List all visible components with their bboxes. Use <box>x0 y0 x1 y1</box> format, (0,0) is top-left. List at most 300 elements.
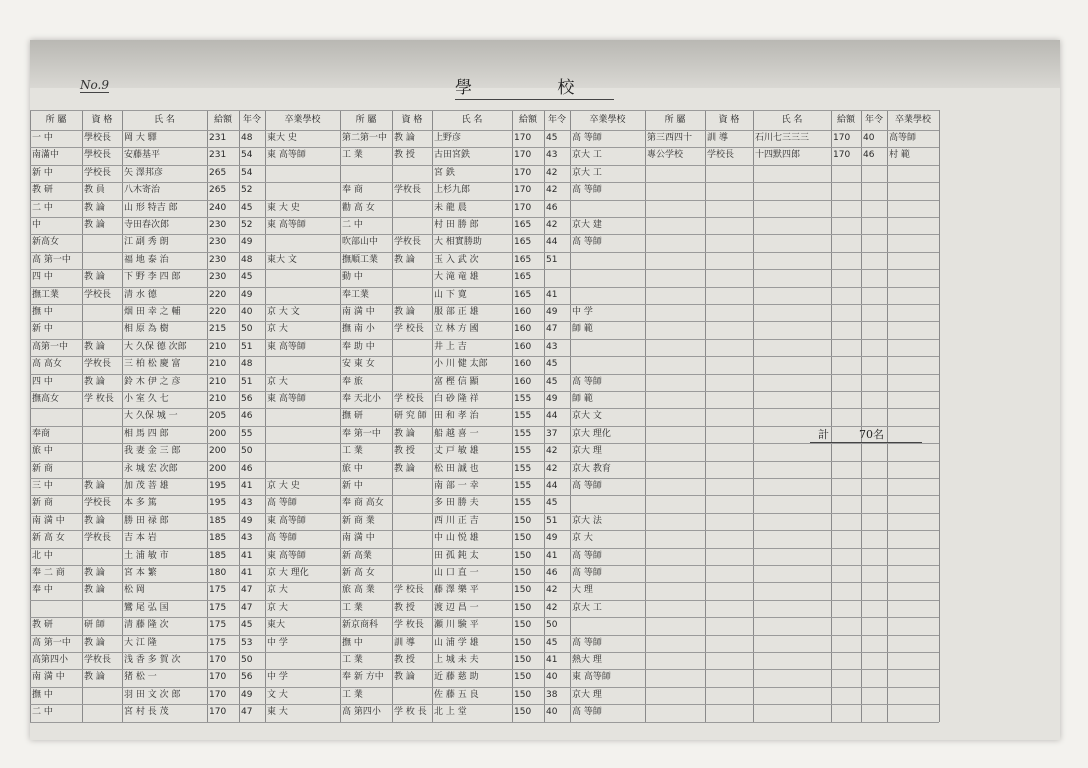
table-cell: 195 <box>209 481 227 491</box>
table-cell: 44 <box>546 237 558 248</box>
table-cell: 45 <box>546 376 558 387</box>
table-cell: 烟 田 幸 之 輔 <box>124 307 181 317</box>
table-cell: 学 枚長 <box>84 394 114 404</box>
table-cell: 41 <box>241 481 253 491</box>
table-cell: 加 茂 菩 雄 <box>124 481 169 491</box>
table-cell: 八木寄治 <box>124 185 161 196</box>
table-cell: 訓 導 <box>394 637 415 648</box>
table-cell: 安 東 女 <box>342 359 375 370</box>
table-cell: 東 高等師 <box>267 394 306 404</box>
column-header: 氏 名 <box>781 115 803 125</box>
table-cell: 160 <box>514 359 532 370</box>
table-cell: 185 <box>209 515 227 526</box>
table-cell: 動 中 <box>342 272 363 283</box>
table-cell: 38 <box>546 689 558 700</box>
table-cell: 265 <box>209 167 227 178</box>
table-cell: 教 論 <box>84 672 105 683</box>
table-cell: 二 中 <box>342 220 363 230</box>
table-cell: 170 <box>514 133 532 143</box>
table-cell: 工 業 <box>342 689 363 700</box>
table-cell: 清 水 德 <box>124 289 157 300</box>
table-cell: 45 <box>241 272 253 283</box>
table-cell: 教 員 <box>84 185 105 196</box>
table-cell: 教 研 <box>32 620 53 631</box>
table-cell: 学枚長 <box>84 533 112 544</box>
table-cell: 185 <box>209 550 227 561</box>
table-cell: 中 山 悦 雄 <box>434 533 479 544</box>
table-cell: 撫 中 <box>32 689 53 700</box>
table-cell: 東 高等師 <box>267 550 306 561</box>
column-header: 資 格 <box>91 115 113 125</box>
table-cell: 吹部山中 <box>342 237 379 248</box>
table-cell: 150 <box>514 689 532 700</box>
table-cell: 奉工業 <box>342 289 370 300</box>
table-cell: 撫 南 小 <box>342 324 375 335</box>
table-cell: 新 中 <box>342 481 363 491</box>
table-cell: 150 <box>514 585 532 596</box>
table-cell: 上杉九郎 <box>434 185 471 196</box>
table-cell: 高 等師 <box>572 568 602 578</box>
table-cell: 高 等師 <box>572 637 602 648</box>
table-cell: 高 等師 <box>267 498 297 509</box>
table-cell: 205 <box>209 411 227 422</box>
table-row-line <box>30 722 939 723</box>
table-cell: 京 大 理化 <box>267 568 309 578</box>
table-cell: 南 部 一 幸 <box>434 481 479 491</box>
table-cell: 新 商 <box>32 498 53 509</box>
column-header: 所 屬 <box>355 115 377 125</box>
table-cell: 奉 二 商 <box>32 568 65 578</box>
table-cell: 教 論 <box>84 637 105 648</box>
table-cell: 訓 導 <box>707 133 728 143</box>
table-cell: 155 <box>514 411 532 422</box>
table-cell: 京大 法 <box>572 515 602 526</box>
table-cell: 大 相實勝助 <box>434 237 482 248</box>
table-cell: 大 滝 竜 雄 <box>434 272 479 283</box>
table-column-line <box>265 110 266 722</box>
table-cell: 大 江 隆 <box>124 637 157 648</box>
table-cell: 150 <box>514 533 532 544</box>
table-cell: 安藤基平 <box>124 150 161 161</box>
table-cell: 56 <box>241 394 253 404</box>
table-cell: 51 <box>546 254 558 265</box>
table-cell: 專公学校 <box>647 150 684 161</box>
table-cell: 240 <box>209 202 227 213</box>
table-cell: 東 大 <box>267 707 288 718</box>
table-cell: 49 <box>546 533 558 544</box>
table-cell: 新 中 <box>32 324 53 335</box>
table-cell: 玉 入 武 次 <box>434 254 479 265</box>
table-cell: 47 <box>546 324 558 335</box>
table-cell: 京大 建 <box>572 220 602 230</box>
table-cell: 高第四小 <box>32 655 69 665</box>
table-cell: 教 論 <box>84 202 105 213</box>
column-header: 卒業學校 <box>589 115 626 125</box>
table-cell: 四 中 <box>32 376 53 387</box>
table-cell: 京大 教育 <box>572 463 611 474</box>
table-cell: 我 妻 金 三 郎 <box>124 446 181 457</box>
table-cell: 旅 中 <box>342 463 363 474</box>
column-header: 給額 <box>518 115 537 125</box>
table-cell: 43 <box>241 498 253 509</box>
table-cell: 学枚長 <box>394 185 422 196</box>
table-cell: 佐 藤 五 良 <box>434 689 479 700</box>
table-cell: 學校長 <box>84 150 112 161</box>
table-cell: 松 岡 <box>124 585 145 596</box>
table-cell: 170 <box>209 689 227 700</box>
table-cell: 鈴 木 伊 之 彦 <box>124 376 181 387</box>
column-header: 所 屬 <box>664 115 686 125</box>
table-cell: 永 城 宏 次郎 <box>124 463 178 474</box>
table-cell: 150 <box>514 655 532 665</box>
table-cell: 旅 中 <box>32 446 53 457</box>
sheet-number: No.9 <box>80 78 109 92</box>
table-cell: 東 高等師 <box>267 220 306 230</box>
table-cell: 高 等師 <box>572 376 602 387</box>
table-cell: 155 <box>514 428 532 439</box>
table-cell: 教 論 <box>84 376 105 387</box>
table-cell: 180 <box>209 568 227 578</box>
table-cell: 教 授 <box>394 655 415 665</box>
table-cell: 教 論 <box>394 133 415 143</box>
table-cell: 46 <box>863 150 875 161</box>
table-cell: 210 <box>209 394 227 404</box>
table-cell: 学校長 <box>84 498 112 509</box>
table-cell: 奉 商 高女 <box>342 498 384 509</box>
total-label: 計 <box>818 428 829 441</box>
total-line <box>810 426 922 443</box>
table-cell: 福 地 泰 治 <box>124 254 169 265</box>
table-cell: 学枚長 <box>84 655 112 665</box>
table-cell: 210 <box>209 341 227 352</box>
table-cell: 矢 澤邦彦 <box>124 167 163 178</box>
table-cell: 村 範 <box>889 150 910 161</box>
table-cell: 170 <box>833 133 851 143</box>
table-cell: 教 論 <box>84 568 105 578</box>
table-cell: 231 <box>209 150 227 161</box>
table-cell: 一 中 <box>32 133 53 143</box>
table-cell: 46 <box>546 568 558 578</box>
table-cell: 松 田 誠 也 <box>434 463 479 474</box>
table-cell: 奉 中 <box>32 585 53 596</box>
table-cell: 東 高等師 <box>267 341 306 352</box>
table-cell: 200 <box>209 428 227 439</box>
column-header: 卒業學校 <box>894 115 931 125</box>
table-cell: 165 <box>514 272 532 283</box>
column-header: 給額 <box>836 115 855 125</box>
table-cell: 教 論 <box>84 515 105 526</box>
column-header: 所 屬 <box>45 115 67 125</box>
table-cell: 奉 天北小 <box>342 394 381 404</box>
table-cell: 工 業 <box>342 446 363 457</box>
table-cell: 北 中 <box>32 550 53 561</box>
table-cell: 服 部 正 雄 <box>434 307 479 317</box>
table-cell: 学 校長 <box>394 324 424 335</box>
table-cell: 京大 工 <box>572 167 602 178</box>
table-cell: 48 <box>241 359 253 370</box>
table-cell: 村 田 勝 郎 <box>434 220 479 230</box>
table-cell: 相 馬 四 郎 <box>124 428 169 439</box>
table-cell: 奉商 <box>32 428 51 439</box>
column-header: 氏 名 <box>461 115 483 125</box>
table-cell: 京 大 <box>267 585 288 596</box>
table-cell: 師 範 <box>572 324 593 335</box>
column-header: 資 格 <box>718 115 740 125</box>
table-cell: 小 室 久 七 <box>124 394 169 404</box>
table-cell: 43 <box>546 150 558 161</box>
table-cell: 170 <box>209 707 227 718</box>
table-cell: 220 <box>209 289 227 300</box>
table-cell: 51 <box>546 515 558 526</box>
table-cell: 56 <box>241 672 253 683</box>
table-cell: 170 <box>833 150 851 161</box>
table-cell: 新 中 <box>32 167 53 178</box>
table-cell: 寺田春次郎 <box>124 220 170 230</box>
table-cell: 45 <box>241 202 253 213</box>
table-cell: 150 <box>514 568 532 578</box>
table-cell: 奉 旅 <box>342 376 363 387</box>
table-cell: 工 業 <box>342 602 363 613</box>
table-cell: 150 <box>514 515 532 526</box>
table-cell: 山 浦 学 雄 <box>434 637 479 648</box>
table-cell: 田 孤 鈍 太 <box>434 550 479 561</box>
table-cell: 高等師 <box>889 133 917 143</box>
table-cell: 高 等師 <box>572 237 602 248</box>
table-cell: 150 <box>514 707 532 718</box>
table-cell: 170 <box>209 655 227 665</box>
table-cell: 200 <box>209 463 227 474</box>
table-cell: 265 <box>209 185 227 196</box>
table-cell: 新 商 <box>32 463 53 474</box>
table-cell: 230 <box>209 220 227 230</box>
table-cell: 170 <box>514 185 532 196</box>
table-cell: 41 <box>546 550 558 561</box>
table-cell: 羽 田 文 次 郎 <box>124 689 181 700</box>
table-cell: 44 <box>546 411 558 422</box>
table-cell: 大 久保 城 一 <box>124 411 178 422</box>
table-column-line <box>831 110 832 722</box>
table-cell: 學校長 <box>84 133 112 143</box>
table-cell: 研 師 <box>84 620 105 631</box>
table-cell: 47 <box>241 602 253 613</box>
total-value: 70名 <box>859 428 884 441</box>
table-cell: 研 究 師 <box>394 411 427 422</box>
table-cell: 教 研 <box>32 185 53 196</box>
table-cell: 京 大 <box>267 324 288 335</box>
table-cell: 中 学 <box>267 637 288 648</box>
table-cell: 近 藤 慈 助 <box>434 672 479 683</box>
table-cell: 学 校長 <box>394 585 424 596</box>
table-cell: 215 <box>209 324 227 335</box>
table-cell: 山 形 特吉 郎 <box>124 202 178 213</box>
table-cell: 教 論 <box>84 341 105 352</box>
table-cell: 43 <box>241 533 253 544</box>
table-cell: 42 <box>546 185 558 196</box>
table-cell: 山 口 直 一 <box>434 568 479 578</box>
table-cell: 165 <box>514 220 532 230</box>
document-sheet <box>30 40 1060 740</box>
table-cell: 京大 工 <box>572 602 602 613</box>
table-cell: 下 野 李 四 郎 <box>124 272 181 283</box>
table-cell: 41 <box>241 550 253 561</box>
table-cell: 51 <box>241 376 253 387</box>
table-cell: 高 第一中 <box>32 254 71 265</box>
table-column-line <box>30 110 31 722</box>
table-cell: 49 <box>546 307 558 317</box>
column-header: 年令 <box>864 115 883 125</box>
sheet-title: 學 校 <box>455 73 614 100</box>
table-cell: 高 等師 <box>572 707 602 718</box>
table-cell: 50 <box>241 655 253 665</box>
table-cell: 丈 戸 敏 雄 <box>434 446 479 457</box>
table-cell: 奉 第一中 <box>342 428 381 439</box>
table-cell: 二 中 <box>32 707 53 718</box>
table-cell: 南 満 中 <box>342 533 375 544</box>
table-cell: 42 <box>546 602 558 613</box>
table-cell: 宮 本 繁 <box>124 568 157 578</box>
table-cell: 浅 香 多 賀 次 <box>124 655 181 665</box>
table-cell: 二 中 <box>32 202 53 213</box>
table-cell: 勝 田 禄 郎 <box>124 515 169 526</box>
table-cell: 155 <box>514 446 532 457</box>
table-cell: 京 大 <box>267 376 288 387</box>
table-cell: 155 <box>514 498 532 509</box>
table-column-line <box>544 110 545 722</box>
table-cell: 51 <box>241 341 253 352</box>
column-header: 氏 名 <box>154 115 175 125</box>
table-cell: 170 <box>514 167 532 178</box>
table-cell: 45 <box>546 637 558 648</box>
table-cell: 教 論 <box>394 463 415 474</box>
table-cell: 210 <box>209 376 227 387</box>
table-cell: 京 大 <box>572 533 593 544</box>
table-cell: 教 授 <box>394 150 415 161</box>
table-cell: 上野彦 <box>434 133 462 143</box>
table-cell: 教 論 <box>84 220 105 230</box>
table-cell: 155 <box>514 463 532 474</box>
table-cell: 四 中 <box>32 272 53 283</box>
table-cell: 工 業 <box>342 655 363 665</box>
table-cell: 165 <box>514 289 532 300</box>
table-cell: 160 <box>514 307 532 317</box>
table-cell: 瀬 川 験 平 <box>434 620 479 631</box>
table-cell: 44 <box>546 481 558 491</box>
table-cell: 大 久保 德 次郎 <box>124 341 187 352</box>
table-cell: 教 授 <box>394 446 415 457</box>
table-cell: 京大 文 <box>572 411 602 422</box>
table-cell: 撫高女 <box>32 394 60 404</box>
table-cell: 宮 村 長 茂 <box>124 707 169 718</box>
table-cell: 東大 <box>267 620 286 631</box>
table-cell: 41 <box>546 655 558 665</box>
table-cell: 200 <box>209 446 227 457</box>
table-column-line <box>432 110 433 722</box>
table-cell: 165 <box>514 237 532 248</box>
column-header: 年令 <box>242 115 261 125</box>
table-column-line <box>392 110 393 722</box>
table-cell: 175 <box>209 620 227 631</box>
table-cell: 東 高等師 <box>267 515 306 526</box>
table-cell: 田 和 孝 治 <box>434 411 479 422</box>
table-cell: 160 <box>514 341 532 352</box>
table-cell: 160 <box>514 324 532 335</box>
table-cell: 鸞 尾 弘 国 <box>124 602 169 613</box>
table-cell: 54 <box>241 167 253 178</box>
table-column-line <box>705 110 706 722</box>
table-cell: 49 <box>241 515 253 526</box>
table-cell: 撫 中 <box>342 637 363 648</box>
table-cell: 東 高等師 <box>267 150 306 161</box>
table-cell: 東 大 史 <box>267 202 300 213</box>
table-cell: 小 川 健 太郎 <box>434 359 488 370</box>
table-cell: 京 大 <box>267 602 288 613</box>
table-cell: 230 <box>209 272 227 283</box>
table-cell: 230 <box>209 237 227 248</box>
column-header: 給額 <box>213 115 232 125</box>
table-cell: 山 下 寛 <box>434 289 467 300</box>
table-cell: 47 <box>241 707 253 718</box>
table-cell: 230 <box>209 254 227 265</box>
table-cell: 白 砂 隆 祥 <box>434 394 479 404</box>
table-cell: 学枚長 <box>84 359 112 370</box>
table-cell: 土 浦 敏 市 <box>124 550 169 561</box>
table-cell: 京大 理化 <box>572 428 611 439</box>
table-cell: 46 <box>241 411 253 422</box>
table-cell: 旅 高 業 <box>342 585 375 596</box>
table-cell: 師 範 <box>572 394 593 404</box>
table-cell: 京 大 文 <box>267 307 300 317</box>
table-cell: 47 <box>241 585 253 596</box>
table-cell: 教 論 <box>84 585 105 596</box>
table-cell: 231 <box>209 133 227 143</box>
table-cell: 学 校長 <box>394 394 424 404</box>
table-cell: 藤 澤 樂 平 <box>434 585 479 596</box>
table-cell: 立 林 方 國 <box>434 324 479 335</box>
table-cell: 150 <box>514 620 532 631</box>
table-cell: 新 高 女 <box>342 568 375 578</box>
table-cell: 155 <box>514 481 532 491</box>
table-cell: 50 <box>546 620 558 631</box>
table-cell: 学校長 <box>84 289 112 300</box>
table-cell: 未 龍 晨 <box>434 202 467 213</box>
table-cell: 撫 中 <box>32 307 53 317</box>
table-cell: 150 <box>514 602 532 613</box>
table-cell: 石川七三三三 <box>755 133 810 143</box>
table-cell: 渡 辺 昌 一 <box>434 602 479 613</box>
table-cell: 42 <box>546 167 558 178</box>
table-cell: 50 <box>241 324 253 335</box>
table-cell: 新高女 <box>32 237 60 248</box>
table-column-line <box>340 110 341 722</box>
table-cell: 150 <box>514 672 532 683</box>
table-cell: 教 論 <box>394 254 415 265</box>
table-column-line <box>82 110 83 722</box>
table-cell: 古田宮鉄 <box>434 150 471 161</box>
table-cell: 撫順工業 <box>342 254 379 265</box>
table-cell: 185 <box>209 533 227 544</box>
table-cell: 52 <box>241 220 253 230</box>
table-cell: 高 第一中 <box>32 637 71 648</box>
table-cell: 155 <box>514 394 532 404</box>
table-cell: 40 <box>546 707 558 718</box>
table-cell: 42 <box>546 446 558 457</box>
table-cell: 新 高 女 <box>32 533 65 544</box>
table-cell: 京大 理 <box>572 689 602 700</box>
table-cell: 撫工業 <box>32 289 60 300</box>
table-cell: 北 上 堂 <box>434 707 467 718</box>
table-cell: 大 理 <box>572 585 593 596</box>
table-cell: 教 論 <box>84 481 105 491</box>
